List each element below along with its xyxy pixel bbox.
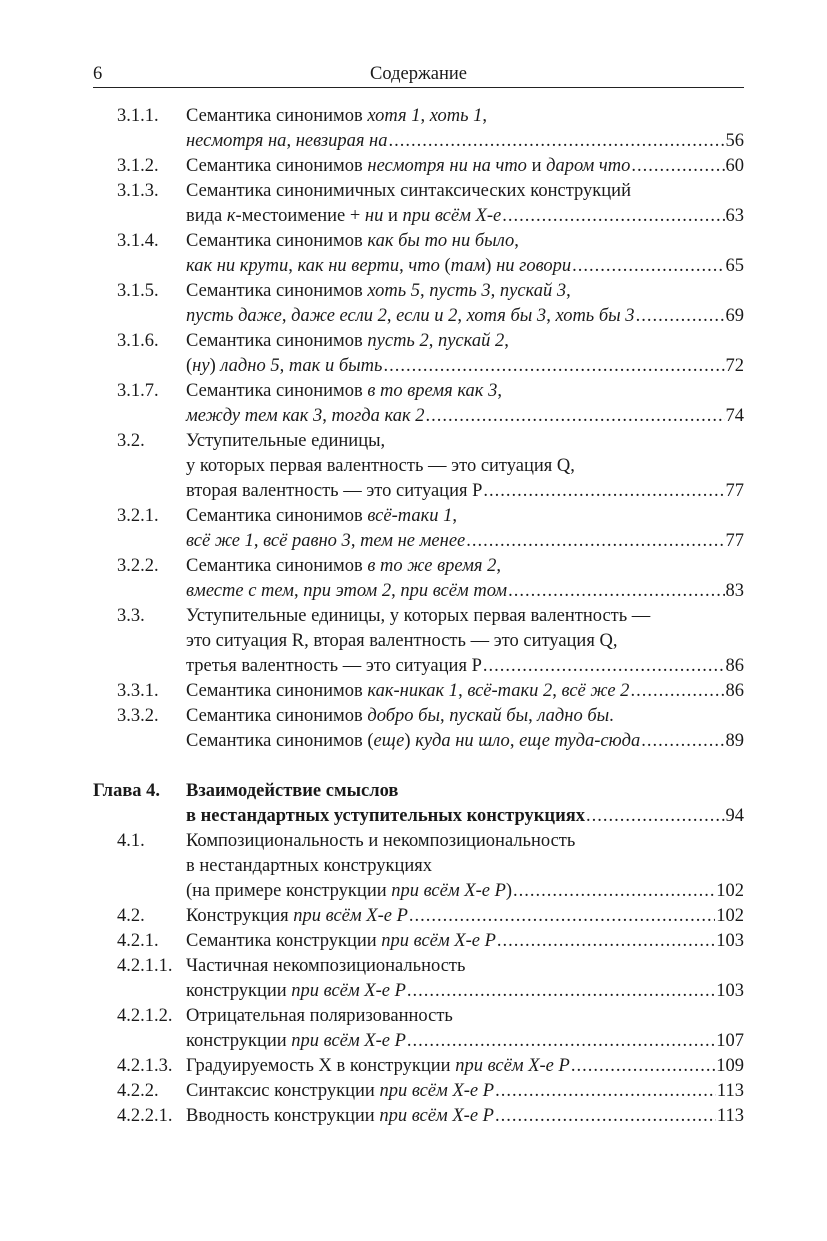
entry-title-line2: Семантика синонимов (еще) куда ни шло, еще туда-сюда ..... 89	[186, 729, 744, 754]
entry-title-line2: конструкции при всём Х-е P ..... 107	[186, 1029, 744, 1054]
page-ref: 83	[725, 581, 744, 601]
entry-title-line2: это ситуация R, вторая валентность — это ситуация Q,	[186, 631, 618, 651]
section-number: 3.1.1.	[117, 106, 159, 126]
entry-title-line1: Семантика синонимичных синтаксических конструкций	[186, 181, 631, 201]
section-number: 4.2.2.	[117, 1081, 159, 1101]
section-number: 4.2.2.1.	[117, 1106, 173, 1126]
toc-entry-4-2-1[interactable]	[93, 929, 744, 954]
toc-entry-3-2-1[interactable]	[93, 504, 744, 554]
entry-title: Вводность конструкции при всём Х-е P ..... 113	[186, 1104, 744, 1129]
page-title: Содержание	[370, 64, 467, 84]
running-header	[93, 60, 744, 88]
toc-entry-3-1-1[interactable]	[93, 104, 744, 154]
entry-title-line1: Семантика синонимов хоть 5, пусть 3, пускай 3,	[186, 281, 571, 301]
page-ref: 103	[716, 981, 744, 1001]
page-ref: 102	[716, 906, 744, 926]
toc-entry-4-1[interactable]	[93, 829, 744, 904]
page-ref: 56	[725, 131, 744, 151]
entry-title-line1: Семантика синонимов в то же время 2,	[186, 556, 502, 576]
entry-title-line3: (на примере конструкции при всём Х-е P) ..... 102	[186, 879, 744, 904]
entry-title-line2: между тем как 3, тогда как 2 ..... 74	[186, 404, 744, 429]
entry-title-line3: вторая валентность — это ситуация P ..... 77	[186, 479, 744, 504]
section-number: 4.2.	[117, 906, 145, 926]
page-ref: 102	[716, 881, 744, 901]
section-number: 3.1.2.	[117, 156, 159, 176]
section-number: 4.1.	[117, 831, 145, 851]
entry-title-line1: Частичная некомпозициональность	[186, 956, 466, 976]
section-number: 3.2.2.	[117, 556, 159, 576]
chapter-label: Глава 4.	[93, 781, 161, 801]
page-ref: 72	[725, 356, 744, 376]
toc-entry-4-2-1-3[interactable]	[93, 1054, 744, 1079]
entry-title-line1: Семантика синонимов как бы то ни было,	[186, 231, 519, 251]
section-number: 3.3.2.	[117, 706, 159, 726]
toc-entry-3-1-5[interactable]	[93, 279, 744, 329]
page-ref: 113	[716, 1081, 744, 1101]
table-of-contents	[93, 104, 744, 1129]
page-ref: 89	[725, 731, 744, 751]
entry-title: Семантика синонимов несмотря ни на что и даром что ..... 60	[186, 154, 744, 179]
entry-title-line1: Семантика синонимов всё-таки 1,	[186, 506, 457, 526]
chapter-title-line2: в нестандартных уступительных конструкциях ..... 94	[186, 804, 744, 829]
page-ref: 63	[725, 206, 744, 226]
toc-entry-4-2-1-1[interactable]	[93, 954, 744, 1004]
section-number: 4.2.1.3.	[117, 1056, 173, 1076]
page-ref: 109	[716, 1056, 744, 1076]
toc-entry-3-1-4[interactable]	[93, 229, 744, 279]
entry-title-line2: у которых первая валентность — это ситуация Q,	[186, 456, 575, 476]
page-ref: 113	[716, 1106, 744, 1126]
entry-title-line2: вида к-местоимение + ни и при всём Х-е ..... 63	[186, 204, 744, 229]
toc-entry-4-2[interactable]	[93, 904, 744, 929]
section-number: 4.2.1.	[117, 931, 159, 951]
section-number: 3.2.1.	[117, 506, 159, 526]
section-number: 3.1.7.	[117, 381, 159, 401]
entry-title-line1: Семантика синонимов хотя 1, хоть 1,	[186, 106, 487, 126]
toc-entry-3-3-1[interactable]	[93, 679, 744, 704]
toc-chapter-4[interactable]	[93, 779, 744, 829]
toc-entry-3-2[interactable]	[93, 429, 744, 504]
entry-title-line2: вместе с тем, при этом 2, при всём том ..... 83	[186, 579, 744, 604]
page-ref: 74	[725, 406, 744, 426]
toc-entry-4-2-2-1[interactable]	[93, 1104, 744, 1129]
entry-title-line1: Семантика синонимов пусть 2, пускай 2,	[186, 331, 509, 351]
entry-title-line2: конструкции при всём Х-е P ..... 103	[186, 979, 744, 1004]
page-ref: 69	[725, 306, 744, 326]
entry-title-line1: Уступительные единицы,	[186, 431, 386, 451]
section-number: 4.2.1.2.	[117, 1006, 173, 1026]
toc-entry-4-2-2[interactable]	[93, 1079, 744, 1104]
section-number: 3.1.4.	[117, 231, 159, 251]
entry-title-line1: Композициональность и некомпозициональность	[186, 831, 576, 851]
entry-title-line2: (ну) ладно 5, так и быть ..... 72	[186, 354, 744, 379]
section-number: 4.2.1.1.	[117, 956, 173, 976]
entry-title-line2: пусть даже, даже если 2, если и 2, хотя бы 3, хоть бы 3 ..... 69	[186, 304, 744, 329]
section-number: 3.1.5.	[117, 281, 159, 301]
toc-entry-3-1-6[interactable]	[93, 329, 744, 379]
entry-title: Синтаксис конструкции при всём Х-е P ..... 113	[186, 1079, 744, 1104]
page-ref: 107	[716, 1031, 744, 1051]
page-ref: 60	[725, 156, 744, 176]
page-ref: 94	[725, 806, 744, 826]
toc-entry-3-1-7[interactable]	[93, 379, 744, 429]
entry-title-line1: Семантика синонимов в то время как 3,	[186, 381, 502, 401]
toc-entry-3-1-3[interactable]	[93, 179, 744, 229]
page-ref: 65	[725, 256, 744, 276]
section-number: 3.1.6.	[117, 331, 159, 351]
toc-entry-3-1-2[interactable]	[93, 154, 744, 179]
entry-title-line2: как ни крути, как ни верти, что (там) ни говори ..... 65	[186, 254, 744, 279]
entry-title-line2: в нестандартных конструкциях	[186, 856, 433, 876]
chapter-title-line1: Взаимодействие смыслов	[186, 781, 399, 801]
toc-entry-3-3[interactable]	[93, 604, 744, 679]
page-ref: 86	[725, 681, 744, 701]
page-number: 6	[93, 64, 103, 84]
section-number: 3.3.	[117, 606, 145, 626]
toc-entry-4-2-1-2[interactable]	[93, 1004, 744, 1054]
page-ref: 77	[725, 531, 744, 551]
page-ref: 86	[725, 656, 744, 676]
page-ref: 77	[725, 481, 744, 501]
section-number: 3.3.1.	[117, 681, 159, 701]
entry-title-line2: несмотря на, невзирая на ..... 56	[186, 129, 744, 154]
entry-title-line1: Уступительные единицы, у которых первая валентность —	[186, 606, 651, 626]
entry-title-line1: Семантика синонимов добро бы, пускай бы, ладно бы.	[186, 706, 614, 726]
entry-title: Градуируемость X в конструкции при всём Х-е P ..... 109	[186, 1054, 744, 1079]
section-number: 3.1.3.	[117, 181, 159, 201]
toc-entry-3-3-2[interactable]	[93, 704, 744, 754]
entry-title: Конструкция при всём Х-е P ..... 102	[186, 904, 744, 929]
entry-title: Семантика конструкции при всём Х-е P ..... 103	[186, 929, 744, 954]
toc-entry-3-2-2[interactable]	[93, 554, 744, 604]
section-number: 3.2.	[117, 431, 145, 451]
entry-title-line2: всё же 1, всё равно 3, тем не менее ..... 77	[186, 529, 744, 554]
entry-title-line3: третья валентность — это ситуация P ..... 86	[186, 654, 744, 679]
page-ref: 103	[716, 931, 744, 951]
entry-title-line1: Отрицательная поляризованность	[186, 1006, 453, 1026]
entry-title: Семантика синонимов как-никак 1, всё-таки 2, всё же 2 ..... 86	[186, 679, 744, 704]
